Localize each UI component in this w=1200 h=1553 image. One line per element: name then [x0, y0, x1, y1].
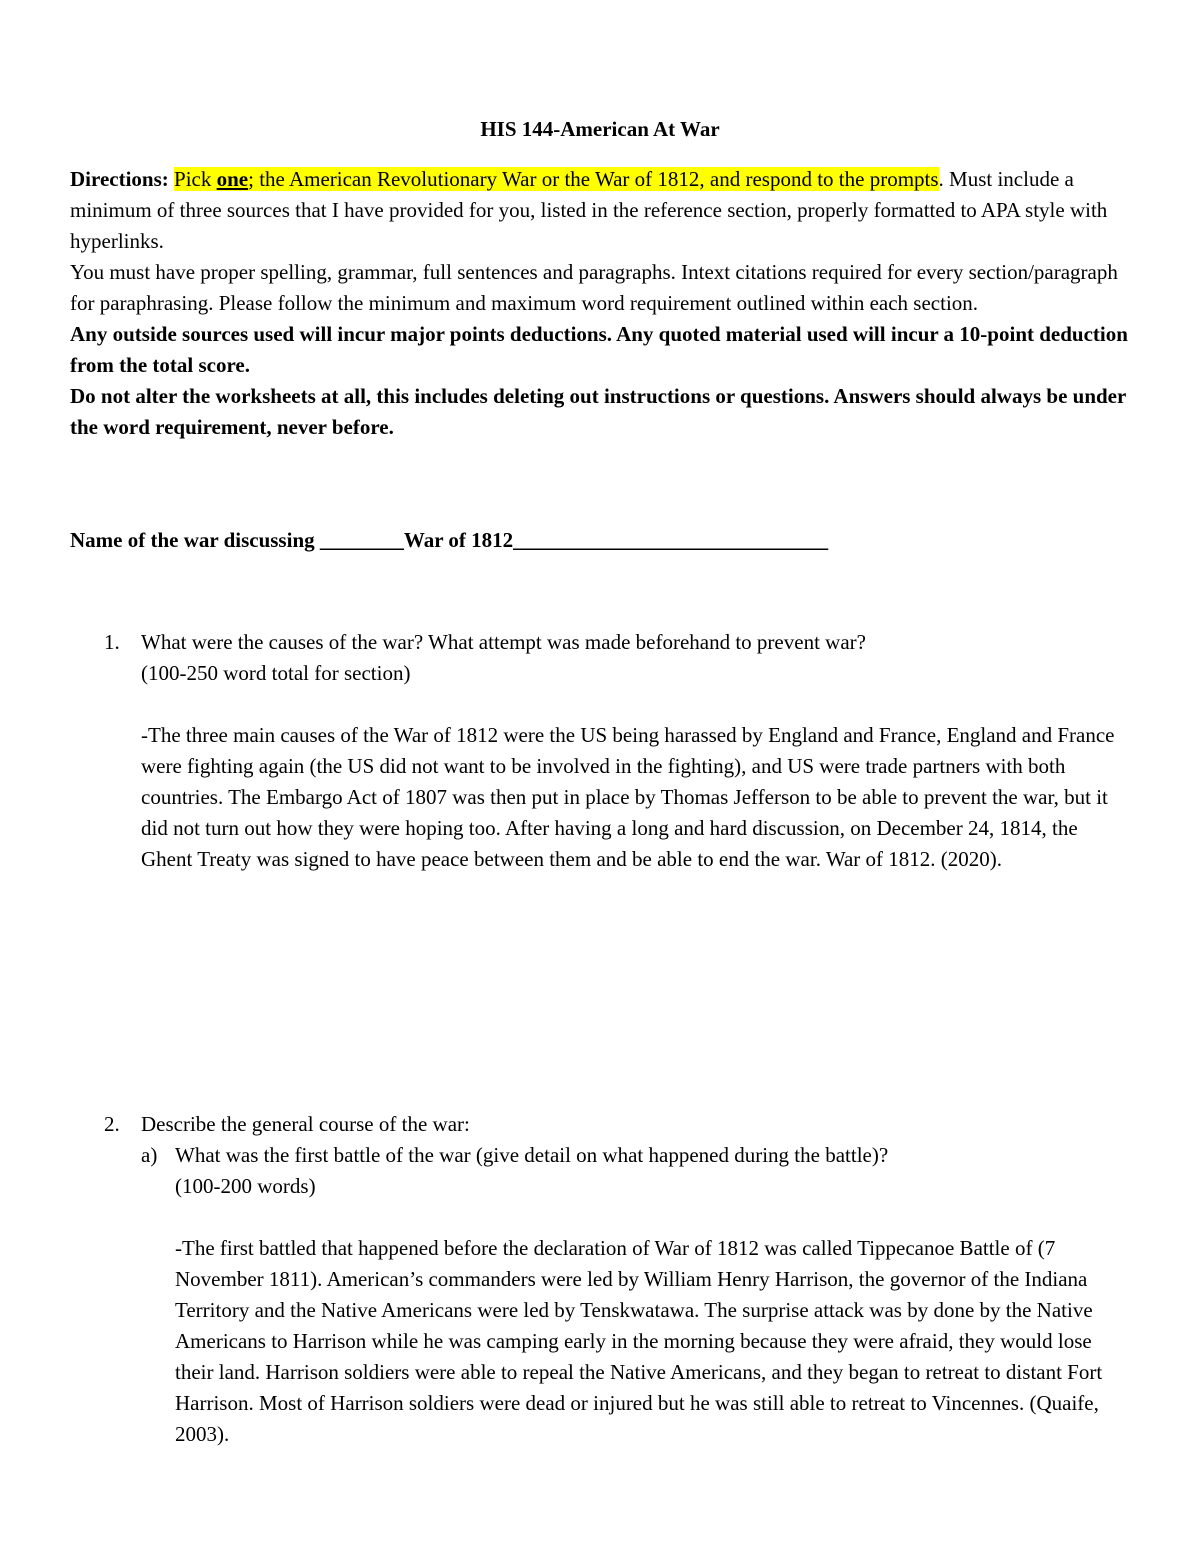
question-2a-letter: a): [141, 1143, 158, 1167]
question-1-body: [141, 627, 1134, 875]
highlight-text-pre: Pick: [174, 167, 217, 191]
highlighted-instruction: [174, 167, 939, 191]
question-2-body: [141, 1109, 1134, 1140]
question-2a-answer: -The first battled that happened before the declaration of War of 1812 was called Tippecanoe Battle of (7 November 1811). American’s commanders were led by William Henry Harrison, the governor of the Indiana Territory and the Native Americans were led by Tenskwatawa. The surprise attack was by done by the Native Americans to Harrison while he was camping early in the morning because they were afraid, they would lose their land. Harrison soldiers were able to repeal the Native Americans, and they began to retreat to distant Fort Harrison. Most of Harrison soldiers were dead or injured but he was still able to retreat to Vincennes. (Quaife, 2003).: [175, 1236, 1103, 1446]
question-2-text: Describe the general course of the war:: [141, 1112, 470, 1136]
war-name-blank-before: ________: [319, 528, 404, 552]
question-2a-requirement: (100-200 words): [175, 1174, 316, 1198]
question-2a: [141, 1140, 1134, 1450]
sources-warning: Any outside sources used will incur major points deductions. Any quoted material used will incur a 10-point deduction from the total score.: [70, 322, 1128, 377]
war-name-line: [70, 525, 1130, 556]
question-1-text: What were the causes of the war? What attempt was made beforehand to prevent war?: [141, 630, 866, 654]
question-2a-body: [175, 1140, 1134, 1450]
question-2-number: 2.: [104, 1112, 120, 1136]
document-title: HIS 144-American At War: [480, 117, 720, 141]
emphasis-one: one: [216, 167, 249, 191]
directions-rest: . Must include a minimum of three sources that I have provided for you, listed in the reference section, properly formatted to APA style with hyperlinks.: [70, 167, 1108, 253]
requirements-paragraph: You must have proper spelling, grammar, full sentences and paragraphs. Intext citations required for every section/paragraph for paraphrasing. Please follow the minimum and maximum word requirement outlined within each section.: [70, 260, 1118, 315]
directions-section: [70, 164, 1130, 443]
question-2a-text: What was the first battle of the war (give detail on what happened during the battle)?: [175, 1143, 889, 1167]
question-1-requirement: (100-250 word total for section): [141, 661, 411, 685]
highlight-text-post: ; the American Revolutionary War or the War of 1812, and respond to the prompts: [248, 167, 939, 191]
question-1-answer: -The three main causes of the War of 1812 were the US being harassed by England and France, England and France were fighting again (the US did not want to be involved in the fighting), and US were trade partners with both countries. The Embargo Act of 1807 was then put in place by Thomas Jefferson to be able to prevent the war, but it did not turn out how they were hoping too. After having a long and hard discussion, on December 24, 1814, the Ghent Treaty was signed to have peace between them and be able to end the war. War of 1812. (2020).: [141, 723, 1115, 871]
question-1: [104, 627, 1134, 875]
war-name-blank-after: ______________________________: [513, 528, 829, 552]
question-2: [104, 1109, 1134, 1450]
alteration-warning: Do not alter the worksheets at all, this includes deleting out instructions or questions. Answers should always be under the word requirement, never before.: [70, 384, 1126, 439]
war-name-value: War of 1812: [403, 528, 514, 552]
war-name-label: Name of the war discussing: [70, 528, 320, 552]
question-1-number: 1.: [104, 630, 120, 654]
directions-paragraph: [70, 164, 1130, 257]
directions-label: Directions:: [70, 167, 169, 191]
